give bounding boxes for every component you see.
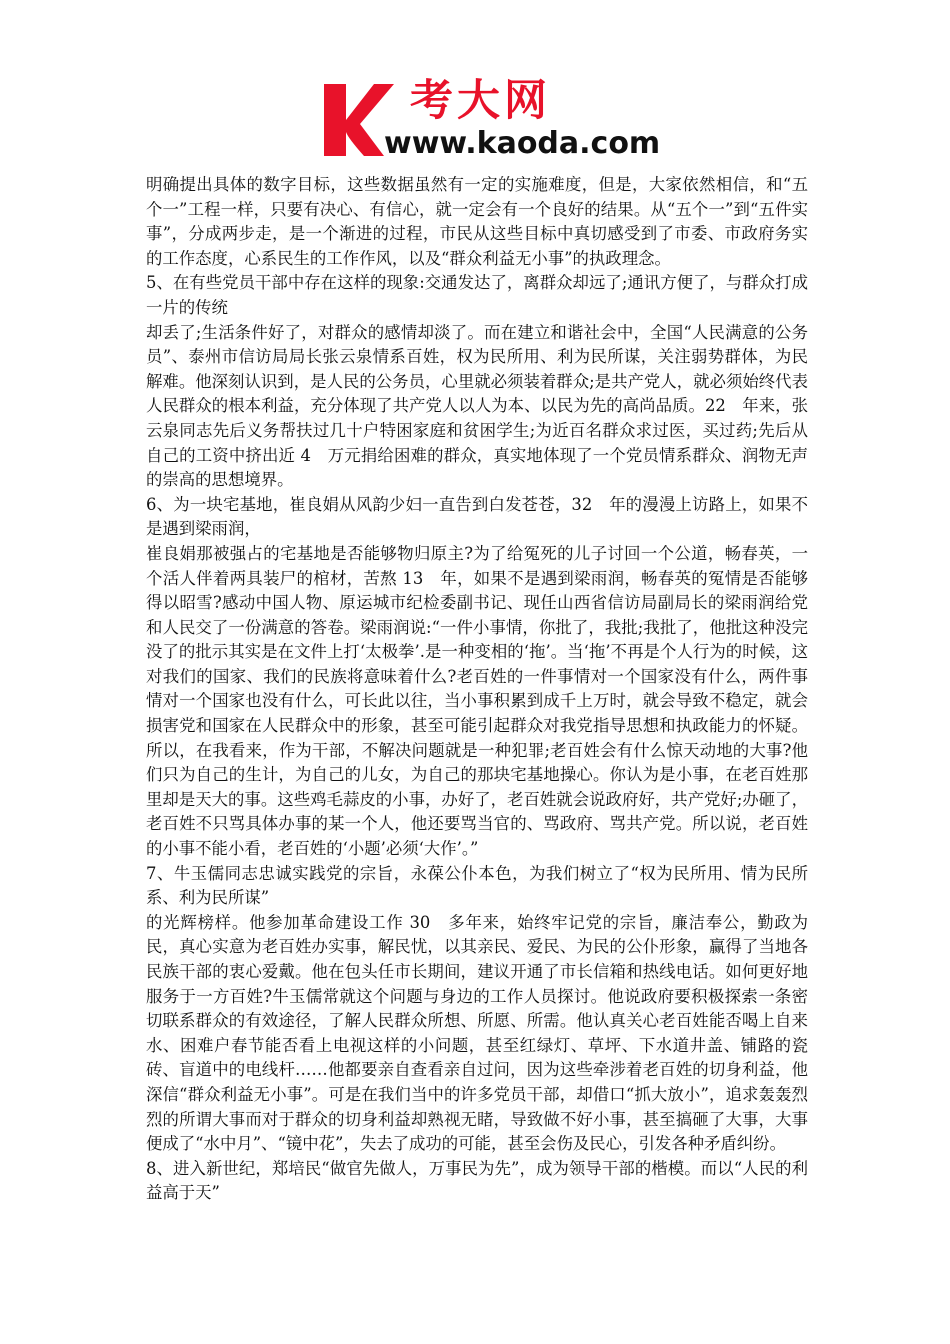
paragraph: 8、进入新世纪，郑培民“做官先做人，万事民为先”，成为领导干部的楷模。而以“人民的利益高于天” bbox=[146, 1158, 808, 1203]
paragraph: 6、为一块宅基地，崔良娟从风韵少妇一直告到白发苍苍，32 年的漫漫上访路上，如果不是遇到梁雨润， bbox=[146, 494, 808, 539]
kaoda-logo bbox=[318, 76, 661, 162]
logo-url: www.kaoda.com bbox=[384, 126, 661, 161]
paragraph: 却丢了;生活条件好了，对群众的感情却淡了。而在建立和谐社会中，全国“人民满意的公务员”、泰州市信访局局长张云泉情系百姓，权为民所用、利为民所谋，关注弱势群体，为民解难。他深刻认识到，是人民的公务员，心里就必须装着群众;是共产党人，就必须始终代表人民群众的根本利益，充分体现了共产党人以人为本、以民为先的高尚品质。22 年来，张云泉同志先后义务帮扶过几十户特困家庭和贫困学生;为近百名群众求过医，买过药;先后从自己的工资中挤出近 4 万元捐给困难的群众，真实地体现了一个党员情系群众、润物无声的崇高的思想境界。 bbox=[146, 322, 808, 490]
logo-chinese-name: 考大网 bbox=[410, 76, 551, 126]
paragraph: 7、牛玉儒同志忠诚实践党的宗旨，永葆公仆本色，为我们树立了“权为民所用、情为民所系、利为民所谋” bbox=[146, 863, 808, 908]
paragraph: 明确提出具体的数字目标，这些数据虽然有一定的实施难度，但是，大家依然相信，和“五个一”工程一样，只要有决心、有信心，就一定会有一个良好的结果。从“五个一”到“五件实事”，分成两步走，是一个渐进的过程，市民从这些目标中真切感受到了市委、市政府务实的工作态度，心系民生的工作作风，以及“群众利益无小事”的执政理念。 bbox=[146, 175, 808, 268]
article-body bbox=[146, 173, 808, 1206]
paragraph: 5、在有些党员干部中存在这样的现象:交通发达了，离群众却远了;通讯方便了，与群众打成一片的传统 bbox=[146, 273, 808, 317]
paragraph: 的光辉榜样。他参加革命建设工作 30 多年来，始终牢记党的宗旨，廉洁奉公，勤政为民，真心实意为老百姓办实事，解民忧，以其亲民、爱民、为民的公仆形象，赢得了当地各民族干部的衷心爱戴。他在包头任市长期间，建议开通了市长信箱和热线电话。如何更好地服务于一方百姓?牛玉儒常就这个问题与身边的工作人员探讨。他说政府要积极探索一条密切联系群众的有效途径，了解人民群众所想、所愿、所需。他认真关心老百姓能否喝上自来水、困难户春节能否看上电视这样的小问题，甚至红绿灯、草坪、下水道井盖、铺路的瓷砖、盲道中的电线杆……他都要亲自查看亲自过问，因为这些牵涉着老百姓的切身利益，他深信“群众利益无小事”。可是在我们当中的许多党员干部，却借口“抓大放小”，追求轰轰烈烈的所谓大事而对于群众的切身利益却熟视无睹，导致做不好小事，甚至搞砸了大事，大事便成了“水中月”、“镜中花”，失去了成功的可能，甚至会伤及民心，引发各种矛盾纠纷。 bbox=[146, 912, 808, 1154]
paragraph: 崔良娟那被强占的宅基地是否能够物归原主?为了给冤死的儿子讨回一个公道，畅春英，一个活人伴着两具装尸的棺材，苦熬 13 年，如果不是遇到梁雨润，畅春英的冤情是否能够得以昭雪?感动中国人物、原运城市纪检委副书记、现任山西省信访局副局长的梁雨润给党和人民交了一份满意的答卷。梁雨润说:“一件小事情，你批了，我批;我批了，他批这种没完没了的批示其实是在文件上打‘太极拳’.是一种变相的‘拖’。当‘拖’不再是个人行为的时候，这对我们的国家、我们的民族将意味着什么?老百姓的一件事情对一个国家没有什么，两件事情对一个国家也没有什么，可长此以往，当小事积累到成千上万时，就会导致不稳定，就会损害党和国家在人民群众中的形象，甚至可能引起群众对我党指导思想和执政能力的怀疑。所以，在我看来，作为干部，不解决问题就是一种犯罪;老百姓会有什么惊天动地的大事?他们只为自己的生计，为自己的儿女，为自己的那块宅基地操心。你认为是小事，在老百姓那里却是天大的事。这些鸡毛蒜皮的小事，办好了，老百姓就会说政府好，共产党好;办砸了，老百姓不只骂具体办事的某一个人，他还要骂当官的、骂政府、骂共产党。所以说，老百姓的小事不能小看，老百姓的‘小题’必须‘大作’。” bbox=[146, 543, 808, 859]
